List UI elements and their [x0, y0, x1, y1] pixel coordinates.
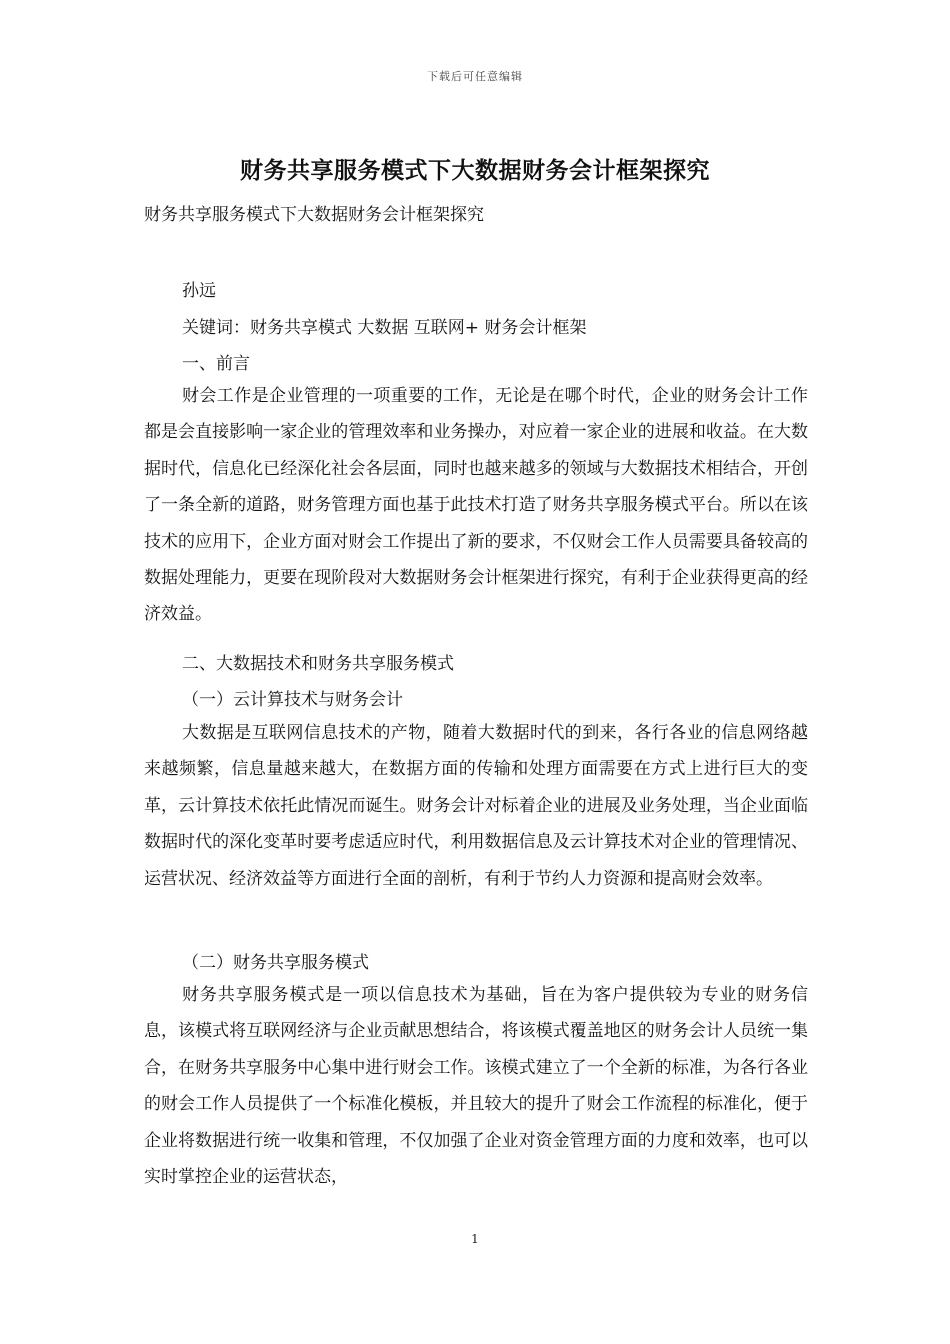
section-heading-big-data: 二、大数据技术和财务共享服务模式	[182, 654, 454, 674]
paragraph-intro: 财会工作是企业管理的一项重要的工作，无论是在哪个时代，企业的财务会计工作都是会直接影响一家企业的管理效率和业务操办，对应着一家企业的进展和收益。在大数据时代，信息化已经深化社会各层面，同时也越来越多的领域与大数据技术相结合，开创了一条全新的道路，财务管理方面也基于此技术打造了财务共享服务模式平台。所以在该技术的应用下，企业方面对财会工作提出了新的要求，不仅财会工作人员需要具备较高的数据处理能力，更要在现阶段对大数据财务会计框架进行探究，有利于企业获得更高的经济效益。	[144, 386, 808, 625]
author-name: 孙远	[182, 281, 216, 301]
section-heading-intro: 一、前言	[182, 354, 250, 374]
document-subtitle: 财务共享服务模式下大数据财务会计框架探究	[144, 205, 484, 225]
paragraph-shared-service: 财务共享服务模式是一项以信息技术为基础，旨在为客户提供较为专业的财务信息，该模式将互联网经济与企业贡献思想结合，将该模式覆盖地区的财务会计人员统一集合，在财务共享服务中心集中进行财会工作。该模式建立了一个全新的标准，为各行各业的财会工作人员提供了一个标准化模板，并且较大的提升了财会工作流程的标准化，便于企业将数据进行统一收集和管理，不仅加强了企业对资金管理方面的力度和效率，也可以实时掌控企业的运营状态，	[144, 985, 808, 1188]
subsection-heading-cloud-computing: （一）云计算技术与财务会计	[182, 690, 403, 710]
header-note: 下载后可任意编辑	[427, 70, 523, 83]
keywords-line: 关键词：财务共享模式 大数据 互联网+ 财务会计框架	[182, 318, 587, 338]
page-number: 1	[471, 1232, 479, 1246]
subsection-heading-shared-service: （二）财务共享服务模式	[182, 953, 369, 973]
document-title: 财务共享服务模式下大数据财务会计框架探究	[240, 157, 710, 184]
paragraph-cloud-computing: 大数据是互联网信息技术的产物，随着大数据时代的到来，各行各业的信息网络越来越频繁，信息量越来越大，在数据方面的传输和处理方面需要在方式上进行巨大的变革，云计算技术依托此情况而诞生。财务会计对标着企业的进展及业务处理，当企业面临数据时代的深化变革时要考虑适应时代，利用数据信息及云计算技术对企业的管理情况、运营状况、经济效益等方面进行全面的剖析，有利于节约人力资源和提高财会效率。	[144, 723, 808, 889]
